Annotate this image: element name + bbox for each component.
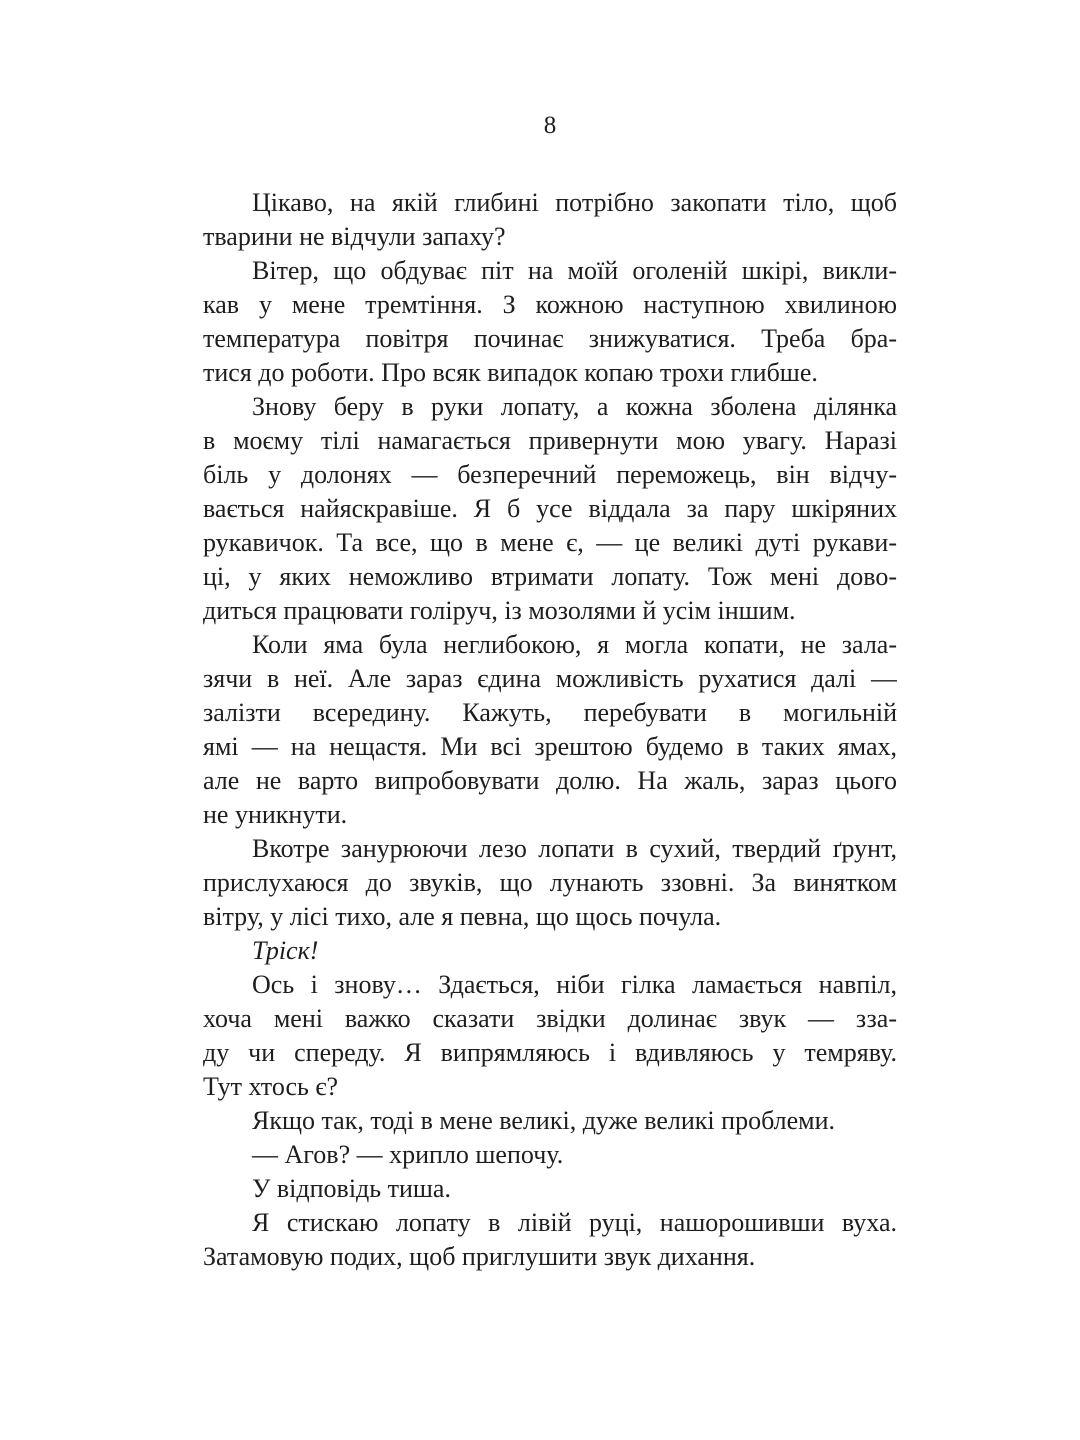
text-line: ду чи спереду. Я випрямляюсь і вдивляюсь у темряву. <box>203 1038 897 1067</box>
text-line: в моєму тілі намагається привернути мою увагу. Наразі <box>203 426 897 455</box>
text-line: диться працювати голіруч, із мозолями й усім іншим. <box>203 596 796 625</box>
text-line: рукавичок. Та все, що в мене є, — це великі дуті рукави- <box>203 528 897 557</box>
text-line: Вітер, що обдуває піт на моїй оголеній шкірі, викли- <box>252 256 897 285</box>
text-block <box>203 186 897 1274</box>
paragraph <box>203 254 897 390</box>
text-line: але не варто випробовувати долю. На жаль, зараз цього <box>203 766 897 795</box>
text-line: вітру, у лісі тихо, але я певна, що щось почула. <box>203 902 722 931</box>
text-line: Тут хтось є? <box>203 1072 339 1101</box>
paragraph <box>203 832 897 934</box>
text-line: біль у долонях — безперечний переможець, він відчу- <box>203 460 897 489</box>
text-line: Цікаво, на якій глибині потрібно закопати тіло, щоб <box>252 188 897 217</box>
text-line: Я стискаю лопату в лівій руці, нашорошивши вуха. <box>252 1208 897 1237</box>
text-line: тися до роботи. Про всяк випадок копаю трохи глибше. <box>203 358 818 387</box>
paragraph <box>203 968 897 1104</box>
text-line: не уникнути. <box>203 800 348 829</box>
text-line: зячи в неї. Але зараз єдина можливість рухатися далі — <box>203 664 897 693</box>
text-line: Тріск! <box>252 936 319 965</box>
text-line: Ось і знову… Здається, ніби гілка ламається навпіл, <box>252 970 897 999</box>
text-line: тварини не відчули запаху? <box>203 222 506 251</box>
text-line: Знову беру в руки лопату, а кожна зболена ділянка <box>252 392 897 421</box>
text-line: Вкотре занурюючи лезо лопати в сухий, твердий ґрунт, <box>252 834 897 863</box>
text-line: хоча мені важко сказати звідки долинає звук — зза- <box>203 1004 897 1033</box>
page-header <box>203 112 897 140</box>
text-line: Затамовую подих, щоб приглушити звук дихання. <box>203 1242 756 1271</box>
text-line: ямі — на нещастя. Ми всі зрештою будемо в таких ямах, <box>203 732 897 761</box>
paragraph <box>203 934 897 968</box>
paragraph <box>203 628 897 832</box>
text-line: Якщо так, тоді в мене великі, дуже великі проблеми. <box>252 1106 836 1135</box>
text-line: — Агов? — хрипло шепочу. <box>252 1140 564 1169</box>
text-line: прислухаюся до звуків, що лунають ззовні. За винятком <box>203 868 897 897</box>
text-line: У відповідь тиша. <box>252 1174 451 1203</box>
paragraph <box>203 1172 897 1206</box>
paragraph <box>203 1206 897 1274</box>
text-line: залізти всередину. Кажуть, перебувати в могильній <box>203 698 897 727</box>
paragraph <box>203 186 897 254</box>
text-line: температура повітря починає знижуватися. Треба бра- <box>203 324 897 353</box>
paragraph <box>203 390 897 628</box>
text-line: кав у мене тремтіння. З кожною наступною хвилиною <box>203 290 897 319</box>
text-line: ці, у яких неможливо втримати лопату. Тож мені дово- <box>203 562 897 591</box>
text-line: Коли яма була неглибокою, я могла копати, не зала- <box>252 630 897 659</box>
paragraph <box>203 1104 897 1138</box>
text-line: вається найяскравіше. Я б усе віддала за пару шкіряних <box>203 494 897 523</box>
paragraph <box>203 1138 897 1172</box>
page-number: 8 <box>543 112 557 139</box>
